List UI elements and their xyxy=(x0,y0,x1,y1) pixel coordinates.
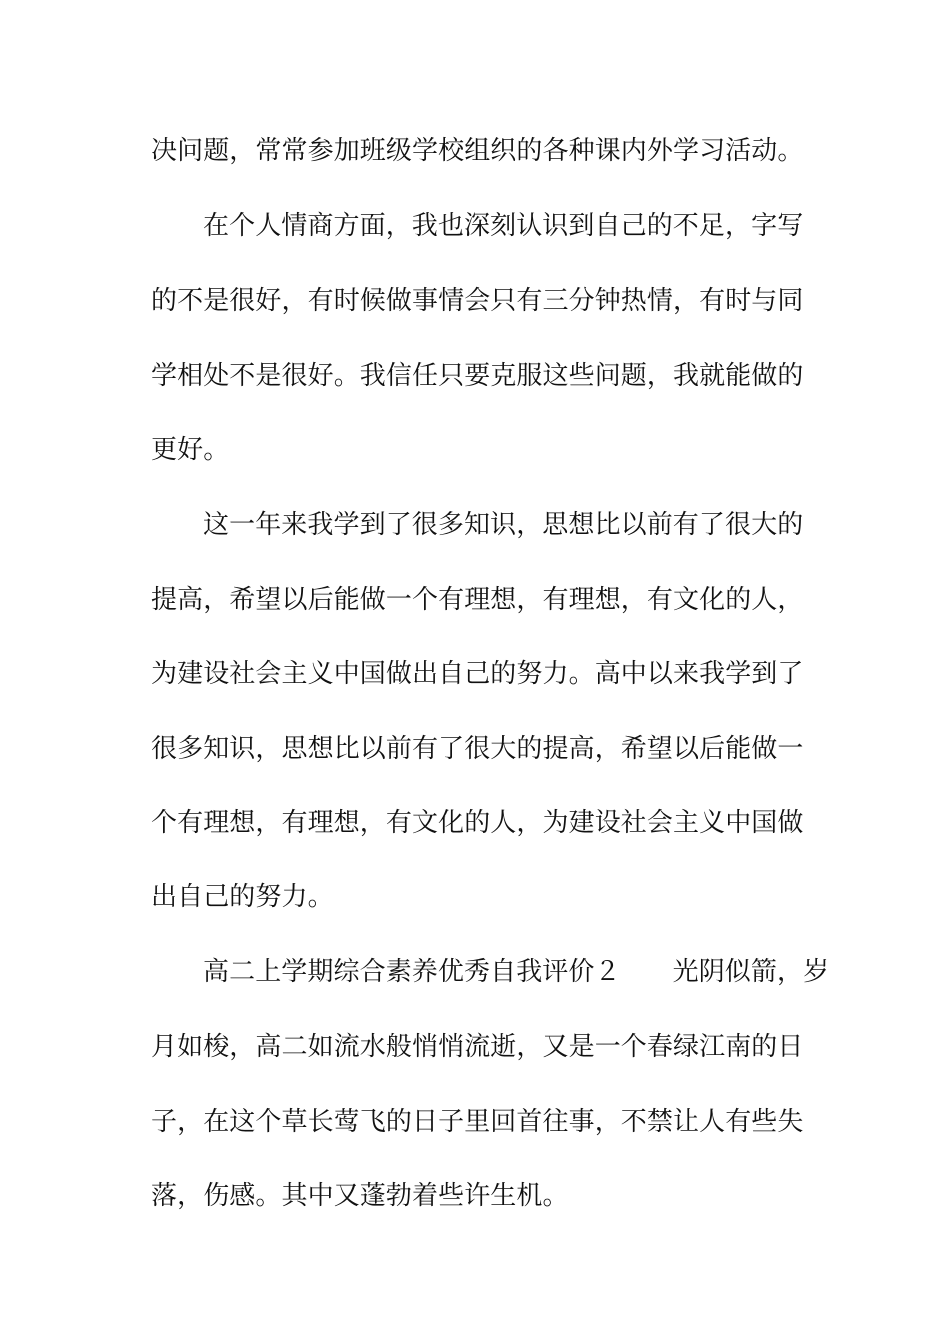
section-start-text: 光阴似箭，岁 xyxy=(672,957,830,987)
text-line: 很多知识，思想比以前有了很大的提高，希望以后能做一 xyxy=(151,734,804,764)
text-line: 为建设社会主义中国做出自己的努力。高中以来我学到了 xyxy=(151,659,804,689)
paragraph-start-line: 在个人情商方面，我也深刻认识到自己的不足，字写 xyxy=(203,211,804,241)
text-line: 提高，希望以后能做一个有理想，有理想，有文化的人， xyxy=(151,585,804,615)
text-line: 个有理想，有理想，有文化的人，为建设社会主义中国做 xyxy=(151,808,804,838)
section-heading: 高二上学期综合素养优秀自我评价２ xyxy=(203,957,621,987)
text-line: 月如梭，高二如流水般悄悄流逝，又是一个春绿江南的日 xyxy=(151,1032,804,1062)
text-line: 落，伤感。其中又蓬勃着些许生机。 xyxy=(151,1181,569,1211)
text-line: 出自己的努力。 xyxy=(151,882,334,912)
text-line: 学相处不是很好。我信任只要克服这些问题，我就能做的 xyxy=(151,361,804,391)
text-line: 子，在这个草长莺飞的日子里回首往事，不禁让人有些失 xyxy=(151,1107,804,1137)
text-line: 决问题，常常参加班级学校组织的各种课内外学习活动。 xyxy=(151,136,804,166)
section-heading-line xyxy=(203,955,829,989)
paragraph-start-line: 这一年来我学到了很多知识，思想比以前有了很大的 xyxy=(203,510,804,540)
text-line: 更好。 xyxy=(151,435,230,465)
text-line: 的不是很好，有时候做事情会只有三分钟热情，有时与同 xyxy=(151,286,804,316)
